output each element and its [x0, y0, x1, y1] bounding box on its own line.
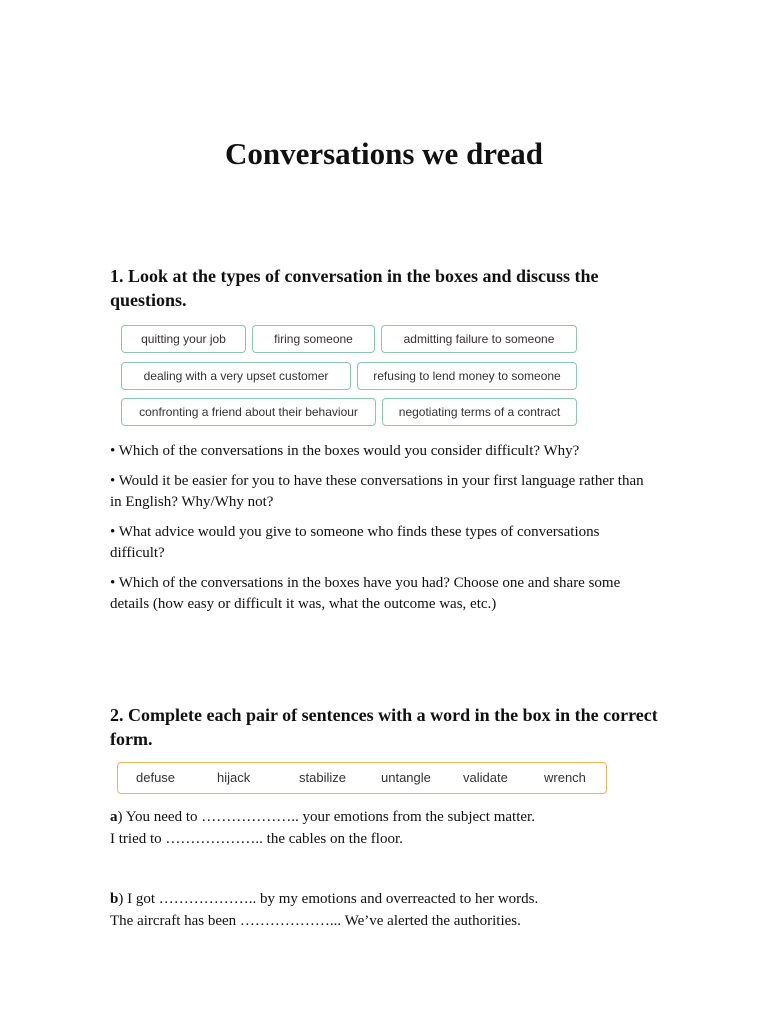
sentence-line: I tried to ……………….. the cables on the floor.	[110, 830, 403, 847]
conversation-box: refusing to lend money to someone	[357, 362, 577, 390]
conversation-box: quitting your job	[121, 325, 246, 353]
sentence-pair-a	[110, 807, 670, 850]
conversation-box: admitting failure to someone	[381, 325, 577, 353]
section-1-heading: 1. Look at the types of conversation in the boxes and discuss the questions.	[110, 266, 599, 310]
sentence-line: ) I got ……………….. by my emotions and overreacted to her words.	[118, 891, 539, 907]
question-item: • Which of the conversations in the boxes would you consider difficult? Why?	[110, 443, 580, 459]
sentence-pair-b	[110, 889, 670, 932]
sentence-line: The aircraft has been ………………... We’ve alerted the authorities.	[110, 912, 521, 929]
conversation-box-row	[121, 398, 577, 426]
word-item: hijack	[217, 770, 251, 785]
question-item: • Which of the conversations in the boxes have you had? Choose one and share some details (how easy or difficult it was, what the outcome was, etc.)	[110, 574, 621, 612]
word-item: stabilize	[299, 770, 346, 785]
conversation-box-row	[121, 325, 577, 353]
discussion-questions	[110, 441, 650, 624]
conversation-box: firing someone	[252, 325, 375, 353]
word-item: validate	[463, 770, 508, 785]
word-box	[117, 762, 607, 794]
conversation-box-row	[121, 362, 577, 390]
conversation-box: confronting a friend about their behaviour	[121, 398, 376, 426]
conversation-box: dealing with a very upset customer	[121, 362, 351, 390]
item-label: a	[110, 809, 118, 825]
item-label: b	[110, 891, 119, 907]
question-item: • Would it be easier for you to have these conversations in your first language rather than in English? Why/Why not?	[110, 472, 644, 510]
word-item: wrench	[544, 770, 586, 785]
word-item: untangle	[381, 770, 431, 785]
conversation-box: negotiating terms of a contract	[382, 398, 577, 426]
section-2-heading: 2. Complete each pair of sentences with a word in the box in the correct form.	[110, 705, 658, 749]
sentence-line: ) You need to ……………….. your emotions from the subject matter.	[117, 809, 535, 825]
word-item: defuse	[136, 770, 176, 785]
page-title: Conversations we dread	[224, 136, 544, 171]
question-item: • What advice would you give to someone who finds these types of conversations difficult?	[110, 523, 600, 561]
